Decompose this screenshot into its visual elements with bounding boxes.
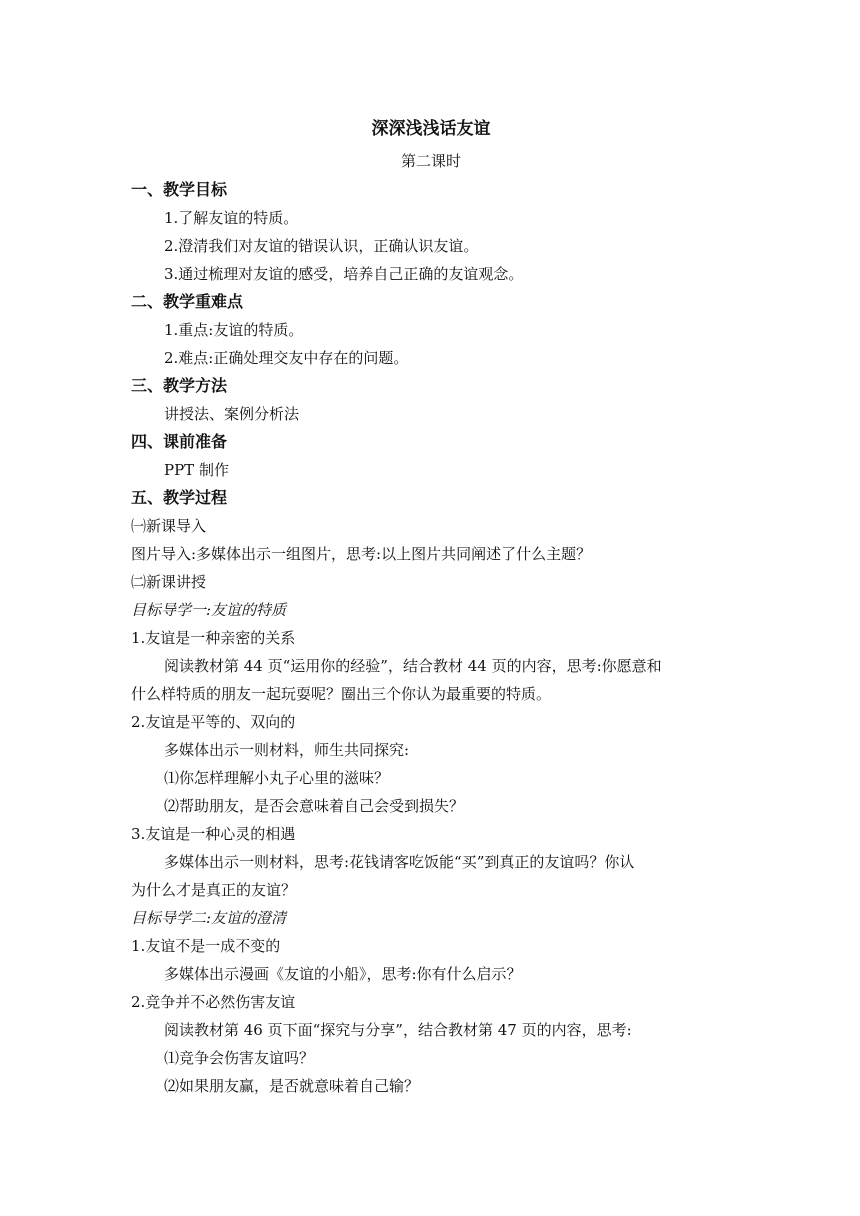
- paragraph-line: 什么样特质的朋友一起玩耍呢？圈出三个你认为最重要的特质。: [131, 685, 552, 703]
- document-subtitle: 第二课时: [400, 152, 461, 170]
- document-page: [131, 112, 731, 1100]
- numbered-point: 3.友谊是一种心灵的相遇: [131, 825, 296, 843]
- paragraph-line: 2.澄清我们对友谊的错误认识，正确认识友谊。: [164, 237, 479, 255]
- question-line: ⑴竞争会伤害友谊吗？: [164, 1049, 315, 1067]
- paragraph-line: 多媒体出示一则材料，师生共同探究:: [164, 741, 410, 759]
- paragraph-line: 1.了解友谊的特质。: [164, 209, 299, 227]
- section-heading-objectives: 一、教学目标: [131, 180, 228, 199]
- document-body: [131, 176, 731, 1100]
- paragraph-line: 阅读教材第 46 页下面“探究与分享”，结合教材第 47 页的内容，思考:: [164, 1021, 632, 1039]
- paragraph-line: 阅读教材第 44 页“运用你的经验”，结合教材 44 页的内容，思考:你愿意和: [164, 657, 662, 675]
- paragraph-line: 为什么才是真正的友谊？: [131, 881, 297, 899]
- paragraph-line: 3.通过梳理对友谊的感受，培养自己正确的友谊观念。: [164, 265, 524, 283]
- numbered-point: 1.友谊是一种亲密的关系: [131, 629, 296, 647]
- numbered-point: 2.竞争并不必然伤害友谊: [131, 993, 296, 1011]
- subsection-heading: ㈡新课讲授: [131, 573, 207, 591]
- paragraph-line: PPT 制作: [164, 461, 229, 479]
- subsection-heading: ㈠新课导入: [131, 517, 207, 535]
- paragraph-line: 多媒体出示漫画《友谊的小船》，思考:你有什么启示？: [164, 965, 522, 983]
- paragraph-line: 2.难点:正确处理交友中存在的问题。: [164, 349, 409, 367]
- section-heading-key-points: 二、教学重难点: [131, 292, 244, 311]
- section-heading-preparation: 四、课前准备: [131, 432, 228, 451]
- goal-heading-two: 目标导学二:友谊的澄清: [131, 909, 287, 927]
- section-heading-methods: 三、教学方法: [131, 376, 228, 395]
- paragraph-line: 图片导入:多媒体出示一组图片，思考:以上图片共同阐述了什么主题？: [131, 545, 592, 563]
- question-line: ⑵帮助朋友，是否会意味着自己会受到损失？: [164, 797, 465, 815]
- document-title: 深深浅浅话友谊: [371, 119, 491, 139]
- paragraph-line: 讲授法、案例分析法: [164, 405, 300, 423]
- numbered-point: 1.友谊不是一成不变的: [131, 937, 281, 955]
- paragraph-line: 1.重点:友谊的特质。: [164, 321, 304, 339]
- goal-heading-one: 目标导学一:友谊的特质: [131, 601, 287, 619]
- question-line: ⑵如果朋友赢，是否就意味着自己输？: [164, 1077, 420, 1095]
- paragraph-line: 多媒体出示一则材料，思考:花钱请客吃饭能“买”到真正的友谊吗？你认: [164, 853, 635, 871]
- numbered-point: 2.友谊是平等的、双向的: [131, 713, 296, 731]
- question-line: ⑴你怎样理解小丸子心里的滋味？: [164, 769, 390, 787]
- section-heading-process: 五、教学过程: [131, 488, 228, 507]
